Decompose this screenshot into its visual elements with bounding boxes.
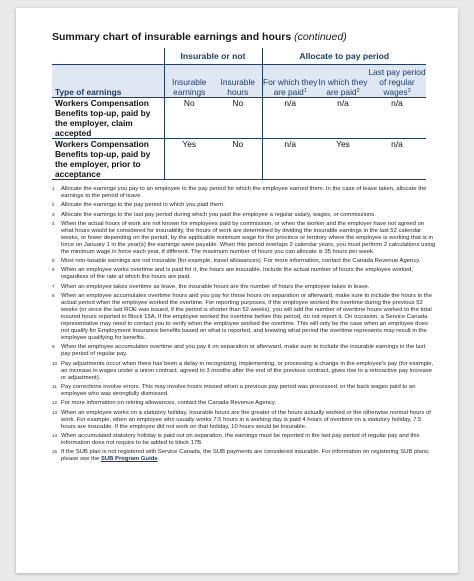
col-for-which-text: For which they are paid [263,77,318,97]
col-for-which-note: 1 [303,88,307,94]
footnote-text: When an employee takes overtime as leave, the insurable hours are the number of hours the employee takes in leave. [61,283,370,290]
table-row [52,98,426,139]
footnote [52,202,436,209]
insurable-earnings-table [52,48,426,180]
footnote-text: When the employee accumulates overtime and you pay it on separation or afterward, make sure to include the insurable earnings in the last pay period of regular pay. [61,344,426,358]
footnote [52,186,436,200]
col-header-type: Type of earnings [52,65,164,98]
cell-insurable-hours: No [214,98,262,139]
footnote [52,221,436,256]
footnote-text: When an employee works on a statutory holiday, insurable hours are the greater of the hours actually worked or the otherwise normal hours of work. For example, when an employee who usually works 7.5 hours in a working day is paid 4 hours of overtime on a statutory holiday, 7.5 hours are insurable. If the employee did not work on that holiday, 10 hours would be insurable. [61,409,431,430]
cell-in-which: Yes [318,139,368,180]
cell-insurable-earnings: No [164,98,214,139]
footnote-number: 8 [52,292,55,298]
footnote [52,284,436,291]
footnote [52,361,436,382]
title-text: Summary chart of insurable earnings and hours [52,31,292,43]
cell-insurable-hours: No [214,139,262,180]
footnote-number: 5 [52,258,55,264]
footnote-number: 11 [52,384,57,390]
column-header-row [52,65,426,98]
footnote [52,293,436,342]
footnote-number: 3 [52,211,55,217]
footnote-number: 14 [52,432,58,438]
footnote-text: Pay corrections involve errors. This may involve hours missed when a previous pay period was processed, or the back wages paid to an employee who was wrongfully dismissed. [61,384,416,398]
footnote-text: Pay adjustments occur when there has been a delay in recognizing, implementing, or processing a change in the employee's pay (for example, an increase in wages under a union contract, agreed to 3 months after the end of the previous contract, gives rise to a retroactive pay increase or adjustment). [61,360,434,381]
footnote-number: 9 [52,344,55,350]
col-header-for-which [262,65,318,98]
col-in-which-note: 2 [356,88,360,94]
cell-for-which: n/a [262,139,318,180]
cell-insurable-earnings: Yes [164,139,214,180]
footnote-number: 10 [52,360,58,366]
cell-in-which: n/a [318,98,368,139]
col-last-note: 3 [407,88,411,94]
group-header-allocate: Allocate to pay period [262,48,426,65]
col-header-in-which [318,65,368,98]
footnote-number: 2 [52,202,55,208]
col-in-which-text: In which they are paid [318,77,368,97]
col-header-last-pay-period [368,65,426,98]
cell-last-pay-period: n/a [368,98,426,139]
col-header-insurable-earnings: Insurable earnings [164,65,214,98]
footnote [52,344,436,358]
footnote-text: When accumulated statutory holiday is paid out on separation, the earnings must be reported in the last pay period of regular pay and this information does not require to be added to block 17B. [61,432,420,446]
footnote-number: 6 [52,267,55,273]
footnote-number: 13 [52,409,58,415]
title-suffix: (continued) [294,31,347,43]
row-label: Workers Compensation Benefits top-up, paid by the employer, claim accepted [52,98,164,139]
document-page [16,8,458,573]
footnote [52,267,436,281]
col-last-text: Last pay period of regular wages [368,67,426,97]
group-header-empty [52,48,164,65]
footnote [52,212,436,219]
page-title [52,31,347,43]
footnotes [52,186,436,465]
cell-for-which: n/a [262,98,318,139]
footnote [52,433,436,447]
row-label: Workers Compensation Benefits top-up, paid by the employer, prior to acceptance [52,139,164,180]
footnote [52,384,436,398]
footnote-number: 15 [52,449,58,455]
footnote [52,258,436,265]
footnote-text: When an employee accumulates overtime hours and you pay for those hours on separation or afterward, make sure to include the hours in the actual period when the employee worked the overtime. For reporting purposes, if the employee worked the overtime during the previous 52 weeks (or since the last ROE was issued, if the period is shorter than 52 weeks), you will add the number of overtime hours worked to the total insured hours reported in Block 15A. If the employee worked the overtime before this period, do not report it. On occasion, a Service Canada representative may need to contact you to verify when the employee worked the overtime. This will only be the case when an employee does not qualify for Employment Insurance benefits based on what is reported, and knowing what period the overtime represents may result in the employee qualifying for benefits. [61,292,432,342]
footnote-text [61,449,436,463]
sub-program-guide-link[interactable]: SUB Program Guide [100,456,158,463]
footnote-number: 4 [52,220,55,226]
footnote-number: 1 [52,186,55,191]
footnote [52,410,436,431]
group-header-insurable: Insurable or not [164,48,262,65]
footnote-number: 7 [52,283,55,289]
footnote [52,400,436,407]
footnote [52,449,436,463]
footnote-text: Allocate the earnings to the last pay period during which you paid the employee a regular salary, wages, or commissions. [61,211,376,218]
cell-last-pay-period: n/a [368,139,426,180]
group-header-row [52,48,426,65]
footnote-text: When the actual hours of work are not known for employees paid by commission, or when the worker and the employer have not agreed on what hours would be considered for insurability, the hours of work are determined by dividing the insurable earnings in the last 52 calendar weeks, or fewer depending on the period, by the applicable minimum wage for the province or territory where the employee is working that is in force on January 1 in the year(s) the earnings were payable. When this period overlaps 2 calendar years, you must perform 2 calculations using the minimum wage in force each year, if different. The maximum number of hours you can allocate is 35 hours per week. [61,220,436,255]
table-row [52,139,426,180]
footnote-text: Allocate the earnings to the pay period in which you paid them. [61,202,225,209]
footnote-text: When an employee works overtime and is paid for it, the hours are insurable. Include the actual number of hours the employee worked, regardless of the rate at which the hours are paid. [61,267,413,281]
footnote-text-body: If the SUB plan is not registered with Service Canada, the SUB payments are considered insurable. For information on registering SUB plans, please see the [61,449,430,463]
footnote-text-end: . [157,456,160,463]
footnote-text: For more information on retiring allowances, contact the Canada Revenue Agency. [61,400,277,407]
col-header-insurable-hours: Insurable hours [214,65,262,98]
footnote-number: 12 [52,400,58,406]
footnote-text: Most non-taxable earnings are not insurable (for example, travel allowances). For more information, contact the Canada Revenue Agency. [61,258,421,265]
footnote-text: Allocate the earnings you pay to an employee to the pay period for which the employee earned them. In the case of leave taken, allocate the earnings to the period of leave. [61,186,427,200]
